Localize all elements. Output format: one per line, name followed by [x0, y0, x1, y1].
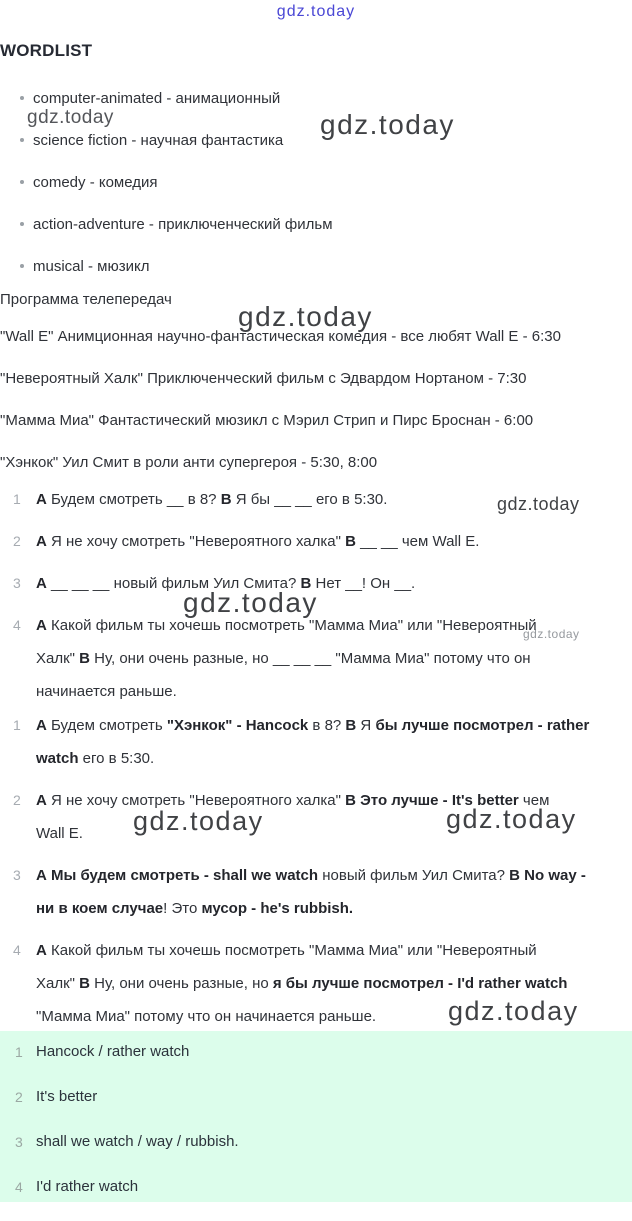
answer-key-item	[0, 1086, 632, 1131]
program-line: "Мамма Миа" Фантастический мюзикл с Мэрил Стрип и Пирс Броснан - 6:00	[0, 412, 534, 429]
wordlist-item: computer-animated - анимационный	[0, 89, 333, 131]
wordlist-item: musical - мюзикл	[0, 257, 333, 299]
answer-item: 3 А Мы будем смотреть - shall we watch новый фильм Уил Смита? В No way - ни в коем случае! Это мусор - he's rubbish.	[0, 859, 632, 925]
answer-key-item	[0, 1131, 632, 1176]
program-lines	[0, 326, 561, 494]
item-number: 2	[13, 533, 21, 549]
answer-key-item	[0, 1176, 632, 1221]
exercise-gapped-list	[0, 483, 632, 717]
answer-key-text: It's better	[36, 1088, 98, 1105]
watermark: gdz.today	[497, 494, 580, 514]
answer-item: 4 А Какой фильм ты хочешь посмотреть "Мамма Миа" или "Невероятный Халк" В Ну, они очень разные, но я бы лучше посмотрел - I'd rather watch "Мамма Миа" потому что он начинается раньше.	[0, 934, 632, 1033]
answer-key-list	[0, 1031, 632, 1221]
item-number: 1	[15, 1044, 23, 1060]
watermark: gdz.today	[27, 107, 114, 128]
exercise-item: 1 А Будем смотреть __ в 8? В Я бы __ __ его в 5:30.	[0, 483, 632, 516]
answer-key-item	[0, 1041, 632, 1086]
exercise-item: 3 А __ __ __ новый фильм Уил Смита? В Нет __! Он __.	[0, 567, 632, 600]
answer-key-text: shall we watch / way / rubbish.	[36, 1133, 239, 1150]
item-number: 1	[13, 717, 21, 733]
item-number: 4	[13, 617, 21, 633]
wordlist-header: WORDLIST	[0, 41, 93, 60]
program-title: Программа телепередач	[0, 291, 172, 308]
item-number: 2	[13, 792, 21, 808]
watermark: gdz.today	[523, 627, 580, 641]
wordlist-item: action-adventure - приключенческий фильм	[0, 215, 333, 257]
watermark: gdz.today	[133, 806, 264, 836]
exercise-item: 4 А Какой фильм ты хочешь посмотреть "Мамма Миа" или "Невероятный Халк" В Ну, они очень разные, но __ __ __ "Мамма Миа" потому что он начинается раньше.	[0, 609, 632, 708]
watermark: gdz.today	[238, 301, 373, 332]
item-number: 2	[15, 1089, 23, 1105]
exercise-item: 2 А Я не хочу смотреть "Невероятного халка" В __ __ чем Wall E.	[0, 525, 632, 558]
wordlist-item: science fiction - научная фантастика	[0, 131, 333, 173]
program-line: "Wall E" Анимционная научно-фантастическая комедия - все любят Wall E - 6:30	[0, 328, 561, 345]
answer-item: 2 А Я не хочу смотреть "Невероятного халка" В Это лучше - It's better чем Wall E.	[0, 784, 632, 850]
item-number: 4	[13, 942, 21, 958]
item-number: 3	[15, 1134, 23, 1150]
watermark: gdz.today	[183, 587, 318, 618]
item-number: 3	[13, 867, 21, 883]
watermark: gdz.today	[320, 109, 455, 140]
answer-key-section	[0, 1031, 632, 1202]
item-number: 3	[13, 575, 21, 591]
watermark: gdz.today	[448, 996, 579, 1026]
answer-key-text: Hancock / rather watch	[36, 1043, 190, 1060]
watermark: gdz.today	[446, 804, 577, 834]
program-line: "Хэнкок" Уил Смит в роли анти супергероя - 5:30, 8:00	[0, 454, 378, 471]
item-number: 1	[13, 491, 21, 507]
exercise-answers-list	[0, 709, 632, 1042]
site-logo[interactable]: gdz.today	[276, 3, 356, 20]
answer-key-text: I'd rather watch	[36, 1178, 139, 1195]
wordlist	[0, 89, 333, 299]
program-line: "Невероятный Халк" Приключенческий фильм с Эдвардом Нортаном - 7:30	[0, 370, 527, 387]
wordlist-item: comedy - комедия	[0, 173, 333, 215]
item-number: 4	[15, 1179, 23, 1195]
answer-item: 1 А Будем смотреть "Хэнкок" - Hancock в 8? В Я бы лучше посмотрел - rather watch его в 5:30.	[0, 709, 632, 775]
